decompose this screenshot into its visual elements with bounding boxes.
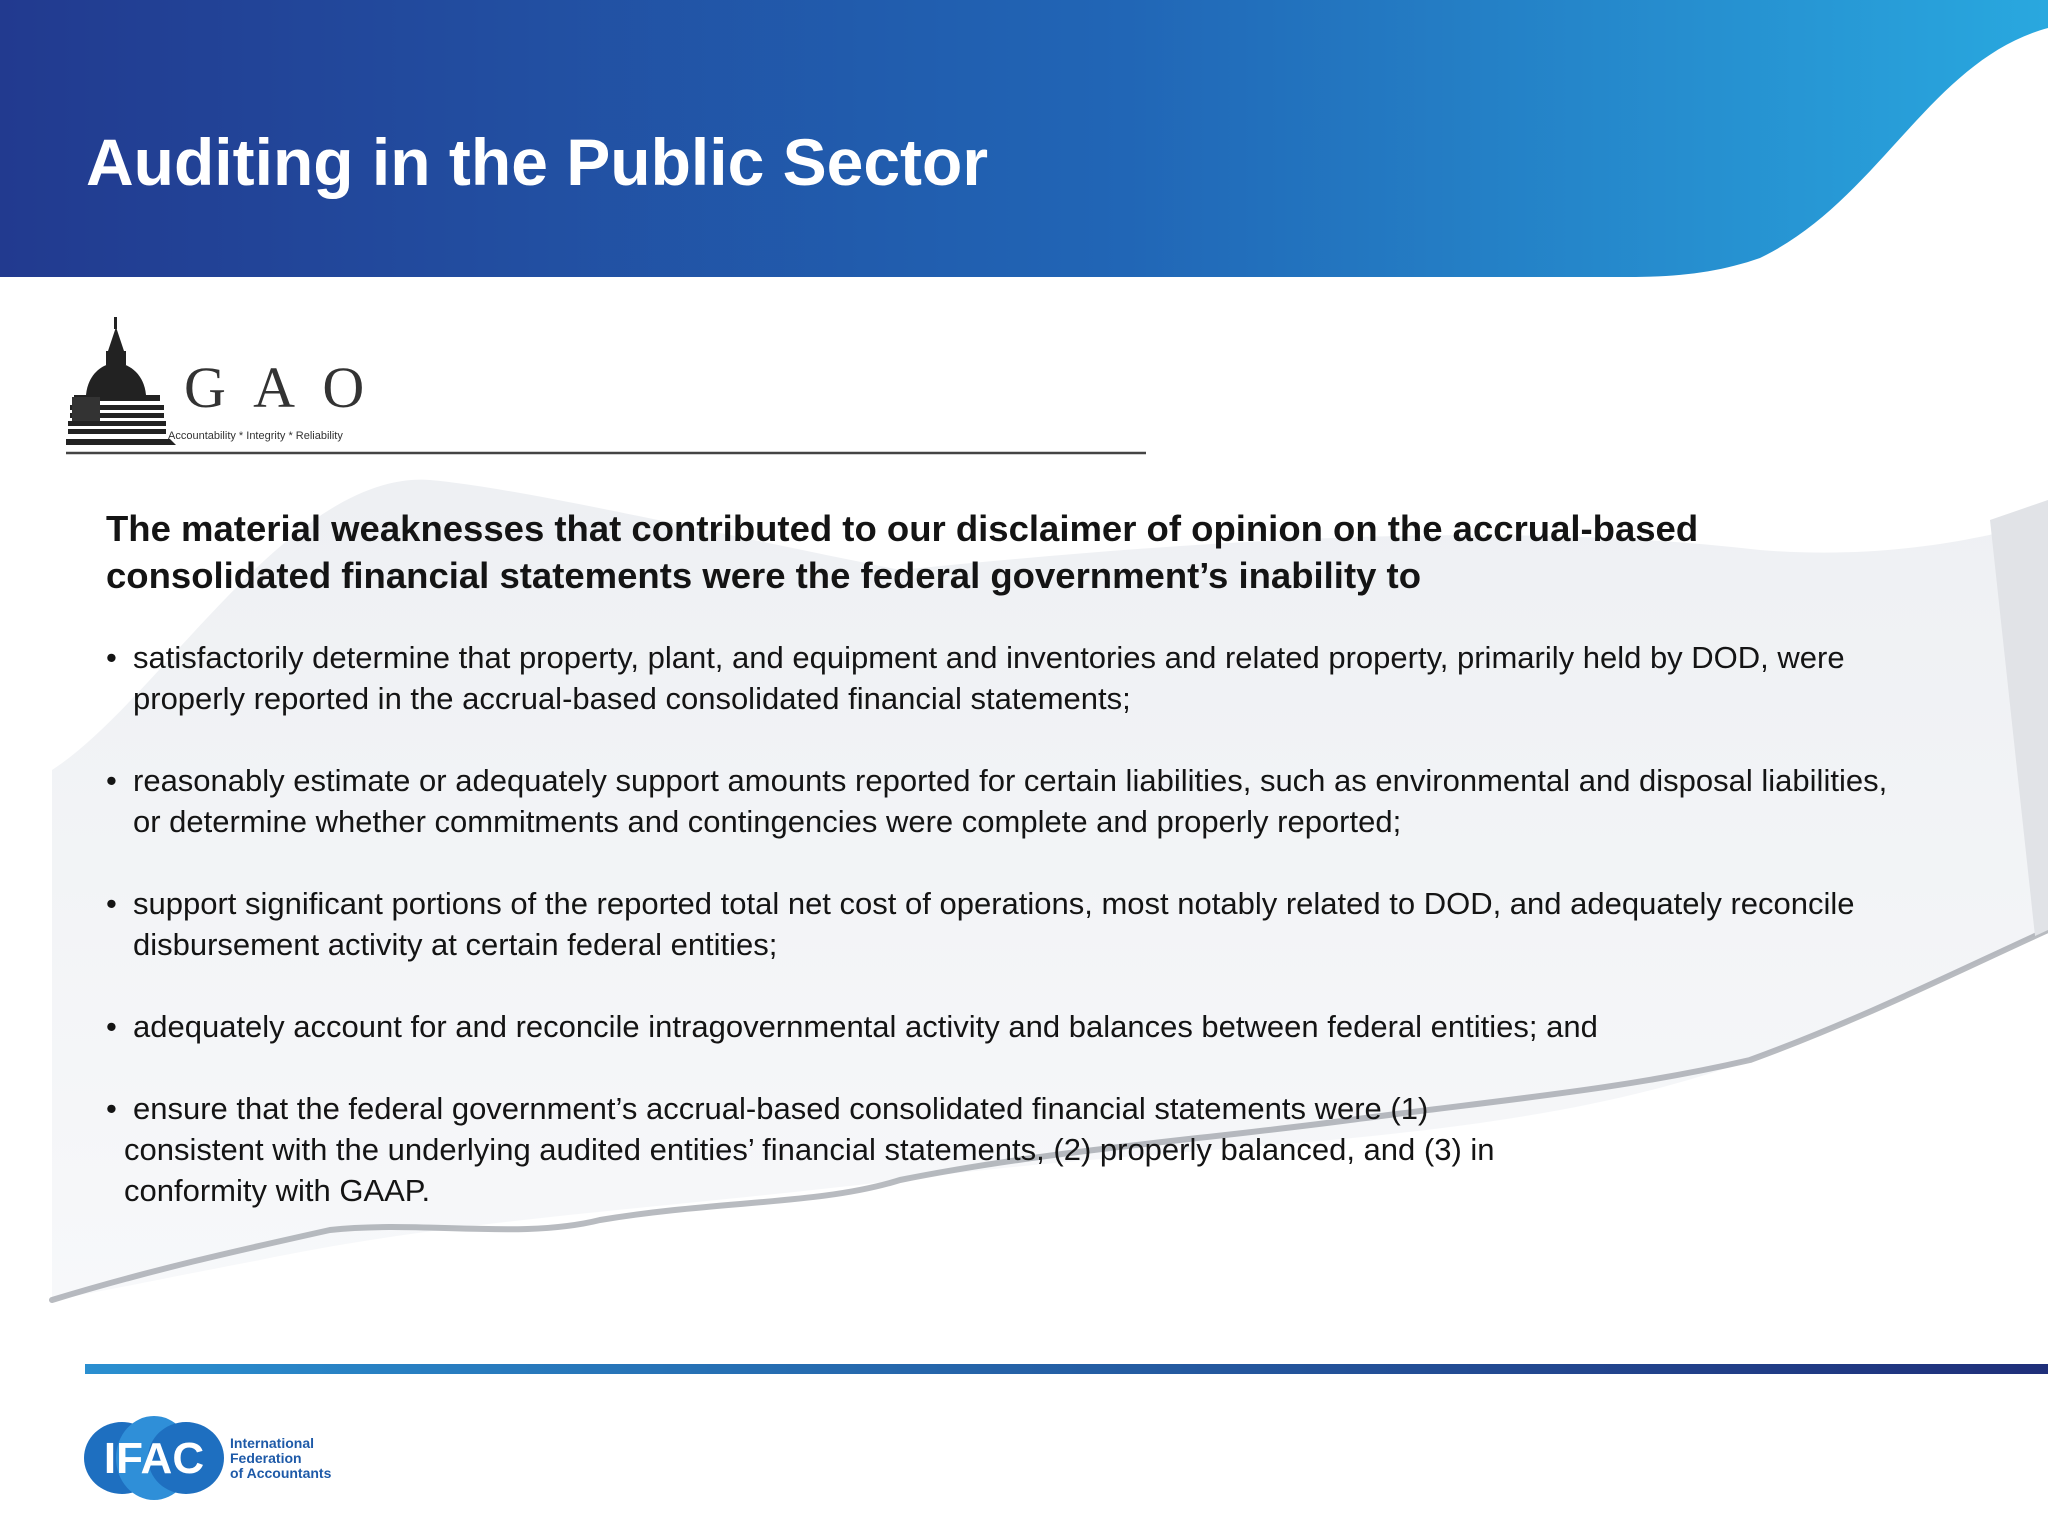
list-item-text: adequately account for and reconcile intragovernmental activity and balances between federal entities; and [133, 1009, 1598, 1044]
list-item-text: support significant portions of the reported total net cost of operations, most notably related to DOD, and adequately reconcile disbursement activity at certain federal entities; [133, 886, 1855, 962]
bullet-marker: • [106, 763, 117, 798]
bullet-marker: • [106, 640, 117, 675]
list-item-text: reasonably estimate or adequately support amounts reported for certain liabilities, such as environmental and disposal liabilities, or determine whether commitments and contingencies were complete and properly reported; [133, 763, 1888, 839]
list-item [106, 637, 1906, 719]
bullet-marker: • [106, 1091, 117, 1126]
weakness-list [106, 637, 1906, 1211]
list-item-text: satisfactorily determine that property, plant, and equipment and inventories and related property, primarily held by DOD, were properly reported in the accrual-based consolidated financial statements; [133, 640, 1845, 716]
org-name-line: International [230, 1435, 315, 1451]
ifac-logo-text: IFAC [103, 1434, 205, 1483]
capitol-dome-icon [66, 317, 176, 445]
list-item-text-line: conformity with GAAP. [124, 1173, 431, 1208]
list-item [106, 1006, 1906, 1047]
lead-statement: The material weaknesses that contributed to our disclaimer of opinion on the accrual-based consolidated financial statements were the federal government’s inability to [106, 508, 1699, 596]
list-item [106, 1088, 1906, 1211]
org-name-line: of Accountants [230, 1465, 332, 1481]
ifac-logo [84, 1413, 224, 1503]
gao-logo [66, 315, 1156, 465]
org-name-line: Federation [230, 1450, 302, 1466]
gao-tagline: Accountability * Integrity * Reliability [168, 430, 343, 442]
slide-title: Auditing in the Public Sector [86, 125, 989, 199]
slide-body [106, 505, 1906, 1252]
list-item [106, 760, 1906, 842]
gao-name: G A O [184, 355, 373, 420]
bullet-marker: • [106, 886, 117, 921]
list-item-text-line: consistent with the underlying audited entities’ financial statements, (2) properly balanced, and (3) in [124, 1132, 1495, 1167]
header-banner [0, 0, 2048, 277]
bullet-marker: • [106, 1009, 117, 1044]
ifac-org-name [230, 1436, 331, 1481]
footer-divider [85, 1364, 2048, 1374]
list-item-text-line: ensure that the federal government’s accrual-based consolidated financial statements were (1) [133, 1091, 1429, 1126]
list-item [106, 883, 1906, 965]
